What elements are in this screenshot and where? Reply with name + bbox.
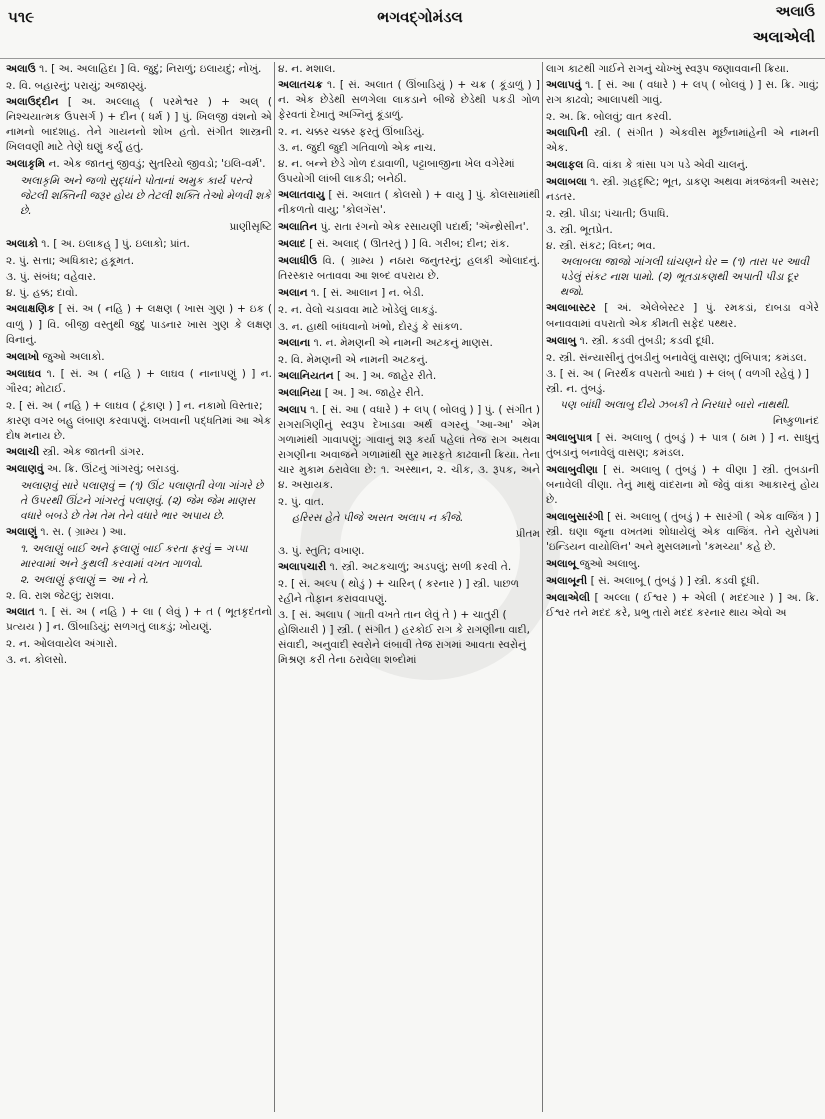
dictionary-entry [546,557,819,572]
headword: અલાદ [278,238,306,251]
headword: અલાકૃમિ [6,158,46,171]
headword: અલાબલા [546,176,587,189]
headword: અલાપિની [546,127,588,140]
definition-text: [ સં. અલાબુ ( તુંબડું ) + વીણા ] સ્ત્રી. તુંબડાની બનાવેલી વીણા. તેનું માથું વાંદરાના મોં જેવું વાંકા આકારનું હોય છે. [546,463,819,506]
sense-line: ૨. અ. ક્રિ. બોલવું; વાત કરવી. [546,111,672,124]
headword: અલાએલી [546,592,590,605]
sense-line: ૨. ન. ચક્કર ચક્કર ફરતું ઊંબાડિયું. [278,126,425,139]
headword: અલાપચારી [278,560,327,573]
sense-line: ૨. [ સં. અ ( નહિ ) + લાઘવ ( ટૂંકાણ ) ] ન. નકામો વિસ્તાર; કારણ વગર બહુ લંબાણ કરવાપણું. લખવાની પદ્ધતિમાં આ એક દોષ મનાય છે. [6,399,272,442]
dictionary-entry [6,367,272,397]
dictionary-entry [278,78,540,123]
definition-text: ૧. [ સં. આ ( વધારે ) + લપ્ ( બોલવું ) ] સ. ક્રિ. ગાવું; રાગ કાઢવો; આલાપથી ગાવું. [546,79,819,107]
headword: અલાઉ [6,63,36,75]
headword: અલાત [6,606,35,619]
guide-word-first: અલાઉ [775,4,815,20]
citation-source: પ્રાણીસૃષ્ટિ [229,221,272,234]
citation: હરિરસ હેતે પીજે અસત અલાપ ન કીજે. [292,511,464,524]
headword: અલાબુપાત્ર [546,431,593,444]
dictionary-entry [546,591,819,621]
column-divider [274,62,275,1112]
citation-source: નિષ્કુળાનંદ [772,414,819,427]
sense-line: ૪. સ્ત્રી. સંકટ; વિઘ્ન; ભવ. [546,240,656,253]
citation: પણ બાંધી અલાબુ દીયે ઝબકી તે નિરધારે બારો નાથથી. [560,398,791,411]
headword: અલાબૂની [546,575,588,587]
dictionary-entry [546,574,819,589]
dictionary-entry [278,386,540,401]
headword: અલાતિન [278,221,318,234]
sense-line: ૨. પું. સત્તા; અધિકાર; હકૂમત. [6,255,135,268]
definition-text: [ સં. અલાબૂ ( તુંબડું ) ] સ્ત્રી. કડવી દૂધી. [587,575,760,587]
dictionary-entry [546,126,819,156]
column-2 [278,62,540,1114]
sense-line: ૨. પું. વાત. [278,495,325,508]
definition-text: [ અં. એલેબેસ્ટર ] પું. રમકડાં, દાબડા વગેરે બનાવવામાં વપરાતો એક કીમતી સફેદ પથ્થર. [546,302,819,330]
definition-text: ૧. [ અ. અલાહિદા ] વિ. જુદું; નિરાળું; ઇલાયદું; નોખું. [35,63,262,75]
dictionary-entry [278,369,540,384]
column-1 [6,62,272,1114]
sense-line: ૩. પું. સ્તુતિ; વખાણ. [278,544,365,557]
dictionary-entry [546,463,819,508]
headword: અલાબાસ્ટર [546,302,596,315]
definition-text: સ્ત્રી. ( સંગીત ) એકવીસ મૂર્છનામાંહેની એ નામની એક. [546,127,819,155]
headword: અલાઉદ્દીન [6,96,59,109]
dictionary-entry [6,157,272,172]
sense-line: ૪. ન. મશાલ. [278,63,336,75]
sense-line: ૩. સ્ત્રી. ભૂતપ્રેત. [546,224,613,237]
headword: અલાબુસારંગી [546,510,604,523]
headword: અલાબુ [546,334,577,347]
headword: અલાનિયતન [278,369,334,382]
headword: અલાતચક્ર [278,79,323,92]
dictionary-entry [546,334,819,349]
sense-line: ૨. સ્ત્રી. સંન્યાસીનું તુંબડીનું બનાવેલું વાસણ; તુંબિપાત્ર; કમંડલ. [546,351,807,364]
sense-line: લાગ કાટથી ગાઈને રાગનું ચોખ્ખું સ્વરૂપ જણાવવાની ક્રિયા. [546,63,790,75]
dictionary-entry [6,95,272,155]
sense-line: ૨. સ્ત્રી. પીડા; પંચાતી; ઉપાધિ. [546,208,669,221]
dictionary-entry [6,350,272,365]
definition-text: ૧. સ્ત્રી. ગ્રહદૃષ્ટિ; ભૂત, ડાકણ અથવા મંત્રજંત્રની અસર; નડતર. [546,176,819,204]
definition-text: સ્ત્રી. એક જાતની ડાંગર. [39,445,145,458]
citation: અલાકૃમિ અને જળો સુદ્ધાંને પોતાનાં અમુક કાર્ય પરત્વે જેટલી શક્તિની જરૂર હોય છે તેટલી શક્તિ તેઓ મેળવી શકે છે. [20,175,271,218]
dictionary-entry [6,445,272,460]
citation: ૨. અલાણું ફલાણું = આ ને તે. [20,574,149,586]
dictionary-entry [546,301,819,331]
definition-text: ન. એક જાતનું જીવડું; સુતરિયો જીવડો; 'ઇલિ-વર્મ'. [45,158,266,171]
headword: અલાબુવીણા [546,463,598,476]
citation: ૧. અલાણું બાઈ અને ફલાણું બાઈ કરતા ફરવું = ગપ્પા મારવામાં અને કુથલી કરવામાં વખત ગાળવો. [20,542,248,570]
sense-line: ૪. ન. બન્ને છેડે ગોળ દડાવાળી, પટ્ટાબાજીના ખેલ વગેરેમાં ઉપયોગી લાંબી લાકડી; બનેઠી. [278,158,515,186]
headword: અલાખો [6,350,40,363]
definition-text: [ સં. અલાબુ ( તુંબડું ) + સારંગી ( એક વાજિંત્ર ) ] સ્ત્રી. ઘણા જૂના વખતમાં શોધાયેલું એક વાજિંત્ર. તેને યુરોપમાં 'ઇન્ડિયન વાયોલિન' અને મુસલમાનો 'કમચ્યા' કહે છે. [546,510,819,553]
column-divider [542,62,543,1112]
definition-text: ૧. સ્ત્રી. અટકચાળું; અડપલું; સળી કરવી તે. [326,560,512,573]
headword: અલાનિયા [278,386,322,399]
page-header [0,0,825,59]
definition-text: [ સં. અલાબુ ( તુંબડું ) + પાત્ર ( ઠામ ) ] ન. સાધુનું તુંબડાનું બનાવેલું વાસણ; કમંડલ. [546,431,819,459]
definition-text: ૧. [ અ. ઇલાકહ્ ] પું. ઇલાકો; પ્રાંત. [37,238,190,251]
guide-word-last: અલાએલી [752,28,815,46]
dictionary-entry [546,175,819,205]
sense-line: ૨. ન. ઓલવાયેલ અંગારો. [6,638,118,651]
dictionary-entry [278,188,540,218]
sense-line: ૨. વિ. રાશ જેટલું; રાશવા. [6,590,115,603]
sense-line: ૨. વિ. બહારનું; પરાયું; અજાણ્યું. [6,80,147,93]
sense-line: ૪. પું. હક્ક; દાવો. [6,287,78,300]
dictionary-entry [278,254,540,284]
dictionary-entry [278,286,540,301]
headword: અલાધીઉ [278,255,318,268]
citation-source: પ્રીતમ [515,527,540,540]
headword: અલાબૂ [546,557,577,570]
sense-line: ૩. [ સં. અલાપ ( ગાતી વખતે તાન લેવું તે ) + ચાતુરી ( હોશિયારી ) ] સ્ત્રી. ( સંગીત ) હરકોઈ રાગ કે રાગણીના વાદી, સંવાદી, અનુવાદી સ્વરોને લંબાવી તેજ રાગમાં આવતા સ્વરોનું મિશ્રણ કરી તેના ઠરાવેલા શબ્દોમાં [278,609,530,667]
dictionary-entry [6,605,272,635]
definition-text: [ અલ્લા ( ઈશ્વર ) + એલી ( મદદગાર ) ] અ. ક્રિ. ઈશ્વર તને મદદ કરે, પ્રભુ તારો મદદ કરનાર થાય એવો અ [546,592,819,620]
definition-text: ૧. [ સં. આ ( વધારે ) + લપ્ ( બોલવું ) ] પું. ( સંગીત ) રાગરાગિણીનું સ્વરૂપ દેખાડવા અર્થ વગરનું 'આ-આ' એમ ગળામાંથી ગાવાપણું; ગાવાનું શરૂ કર્યા પહેલાં તેજ રાગ અથવા રાગણીના અવાજને ગળામાંથી સુર મારફતે કાઢવાની ક્રિયા. તેના ચાર મુકામ ઠરાવેલા છે: ૧. અસ્થાન, ૨. ચીક, ૩. રૂપક, અને ૪. અસ્રાયક. [278,403,540,491]
column-3 [546,62,819,1114]
definition-text: ૧. [ સં. અ ( નહિ ) + લા ( લેવું ) + ત ( ભૂતકૃદંતનો પ્રત્યય ) ] ન. ઊંબાડિયું; સળગતું લાકડું; ખોયણું. [6,606,272,634]
definition-text: ૧. [ સં. અ ( નહિ ) + લાઘવ ( નાનાપણું ) ] ન. ગૌરવ; મોટાઈ. [6,367,272,395]
definition-text: ૧. ન. મેમણની એ નામની અટકનું માણસ. [310,336,493,349]
dictionary-entry [278,403,540,493]
definition-text: [ સં. અલાદ્ ( ઊતરતું ) ] વિ. ગરીબ; દીન; રાંક. [305,238,510,251]
headword: અલાઘવ [6,367,42,380]
sense-line: ૨. ન. વેલો ચડાવવા માટે ખોડેલું લાકડું. [278,304,438,317]
definition-text: ૧. સ. ( ગ્રામ્ય ) આ. [37,525,127,538]
dictionary-entry [546,78,819,108]
dictionary-entry [6,302,272,347]
dictionary-entry [6,462,272,477]
dictionary-entry [546,431,819,461]
definition-text: પું. રાતા રંગનો એક રસાયણી પદાર્થ; 'ઍન્થ્રેસીન'. [317,221,529,234]
citation: અલાણવું સારે પલાણવું = (૧) ઊંટ પલાણતી વેળા ગાંગરે છે તે ઉપરથી ઊંટને ગાંગરતું પલાણવું. (૨) જેમ જેમ માણસ વધારે બબડે છે તેમ તેમ તેને વધારે ભાર અપાય છે. [20,479,264,522]
dictionary-entry [546,510,819,555]
headword: અલાપ [278,403,307,416]
headword: અલાકો [6,238,38,251]
sense-line: ૨. [ સં. અલ્પ ( થોડું ) + ચારિન્ ( કરનાર ) ] સ્ત્રી. પાછળ રહીને તોફાન કરાવવાપણું. [278,578,520,606]
headword: અલાન [278,287,308,300]
headword: અલાના [278,336,311,349]
sense-line: ૩. [ સં. અ ( નિરર્થક વપરાતો આદ્ય ) + લંબ્ ( વળગી રહેવું ) ] સ્ત્રી. ન. તુંબડું. [546,367,810,395]
dictionary-entry [278,560,540,575]
page-number: ૫૧૯ [8,8,35,26]
dictionary-entry [6,62,272,77]
headword: અલાફલ [546,159,584,172]
definition-text: [ અ. ] અ. જાહેર રીતે. [333,369,437,382]
dictionary-entry [6,525,272,540]
dictionary-entry [546,158,819,173]
headword: અલાપવું [546,79,582,92]
definition-text: ૧. સ્ત્રી. કડવી તુંબડી; કડવી દૂધી. [576,334,715,347]
headword: અલાતવાયુ [278,189,325,202]
headword: અલાચી [6,445,40,458]
definition-text: [ અ. ] અ. જાહેર રીતે. [321,386,424,399]
definition-text: [ સં. અ ( નહિ ) + લક્ષણ ( ખાસ ગુણ ) + ઇક ( વાળું ) ] વિ. બીજી વસ્તુથી જુદું પાડનાર ખાસ ગુણ કે લક્ષણ વિનાનું. [6,303,272,346]
sense-line: ૩. ન. હાથી બાંધવાનો ખંભો, દોરડું કે સાંકળ. [278,320,463,333]
dictionary-entry [278,237,540,252]
dictionary-entry [278,336,540,351]
definition-text: અ. ક્રિ. ઊંટનું ગાંગરવું; બરાડવું. [43,462,180,475]
definition-text: જુઓ અલાકો. [39,350,105,363]
definition-text: જુઓ અલાબુ. [576,557,641,570]
dictionary-entry [278,220,540,235]
sense-line: ૩. પું. સંબંધ; વહેવાર. [6,271,96,284]
definition-text: ૧. [ સં. આલાન ] ન. બેડી. [307,287,424,300]
headword: અલાક્ષણિક [6,303,55,316]
definition-text: ૧. [ સં. અલાત ( ઊંબાડિયું ) + ચક્ર ( કૂંડાળું ) ] ન. એક છેડેથી સળગેલા લાકડાને બીજે છેડેથી પકડી ગોળ ફેરવતાં દેખાતું અગ્નિનું કૂંડાળું. [278,79,540,122]
running-title: ભગવદ્ગોમંડલ [377,8,463,26]
headword: અલાણું [6,525,38,538]
definition-text: [ સં. અલાત ( કોલસો ) + વાયુ ] પું. કોલસામાંથી નીકળતો વાયુ; 'કોલગૅસ'. [278,189,540,217]
citation: અલાબલા જાજો ગાંગલી ઘાંચણને ઘેર = (૧) તારા પર આવી પડેલું સંકટ નાશ પામો. (૨) ભૂતડાકણથી અપાતી પીડા દૂર થજો. [560,256,810,299]
definition-text: વિ. ( ગ્રામ્ય ) નઠારા જનુતરનું; હલકી ઓલાદનું. તિરસ્કાર બતાવવા આ શબ્દ વપરાય છે. [278,255,540,283]
sense-line: ૩. ન. જુદી જુદી ગતિવાળો એક નાચ. [278,142,437,155]
definition-text: [ અ. અલ્લાહ્ ( પરમેશ્વર ) + અલ્ ( નિશ્ચયાત્મક ઉપસર્ગ ) + દીન ( ધર્મ ) ] પું. ખિલજી વંશનો એ નામનો બાદશાહ. તેને ગાયનનો શોખ હતો. સંગીત શાસ્ત્રની ખિલવણી માટે તેણે ઘણું કર્યું હતું. [6,96,272,154]
dictionary-entry [6,237,272,252]
sense-line: ૨. વિ. મેમણની એ નામની અટકનું. [278,353,429,366]
sense-line: ૩. ન. કોલસો. [6,654,68,667]
headword: અલાણવું [6,462,44,475]
definition-text: વિ. વાંકા કે ત્રાંસા પગ પડે એવી ચાલનું. [583,159,749,172]
